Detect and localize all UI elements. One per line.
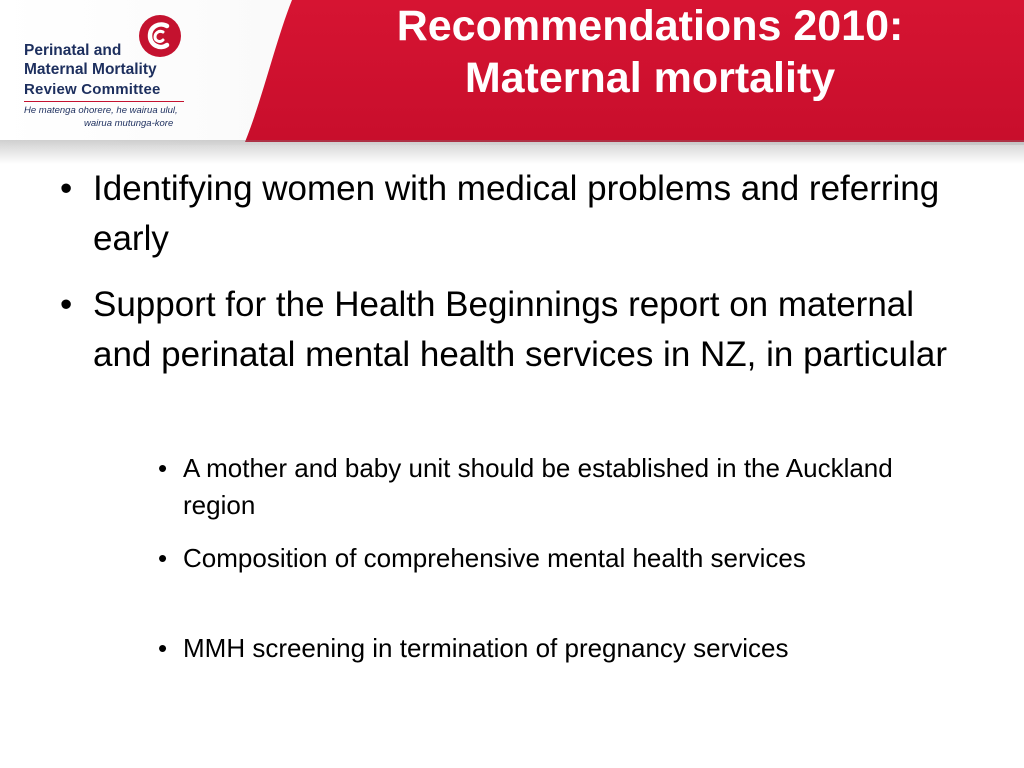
bullet-item	[60, 164, 960, 264]
logo-tagline-line2: wairua mutunga-kore	[84, 118, 174, 129]
sub-bullet-item	[158, 540, 938, 577]
bullet-item	[60, 280, 960, 380]
logo-divider	[24, 101, 184, 102]
logo-text-line3: Review Committee	[24, 81, 161, 98]
sub-bullet-marker: •	[158, 453, 168, 483]
title-line1: Recommendations 2010:	[396, 2, 904, 50]
bullet-marker: •	[60, 169, 73, 208]
slide-title	[290, 0, 1010, 104]
logo-emblem-icon	[136, 12, 184, 60]
bullet-marker: •	[60, 285, 73, 324]
committee-logo	[16, 8, 266, 138]
sub-bullet-text: Composition of comprehensive mental health services	[183, 543, 806, 573]
sub-bullet-text: A mother and baby unit should be established in the Auckland region	[183, 453, 893, 520]
bullet-text: Identifying women with medical problems and referring early	[93, 169, 940, 258]
sub-bullet-marker: •	[158, 633, 168, 663]
logo-text-line1: Perinatal and	[24, 42, 122, 59]
logo-text-line2: Maternal Mortality	[24, 61, 157, 78]
title-line2: Maternal mortality	[464, 54, 836, 102]
bullet-text: Support for the Health Beginnings report on maternal and perinatal mental health services in NZ, in particular	[93, 285, 948, 374]
sub-bullet-marker: •	[158, 543, 168, 573]
sub-bullet-text: MMH screening in termination of pregnancy services	[183, 633, 789, 663]
sub-bullet-item	[158, 450, 938, 524]
logo-tagline-line1: He matenga ohorere, he wairua ulul,	[24, 105, 178, 116]
header-shadow	[0, 140, 1024, 164]
sub-bullet-item	[158, 630, 938, 667]
